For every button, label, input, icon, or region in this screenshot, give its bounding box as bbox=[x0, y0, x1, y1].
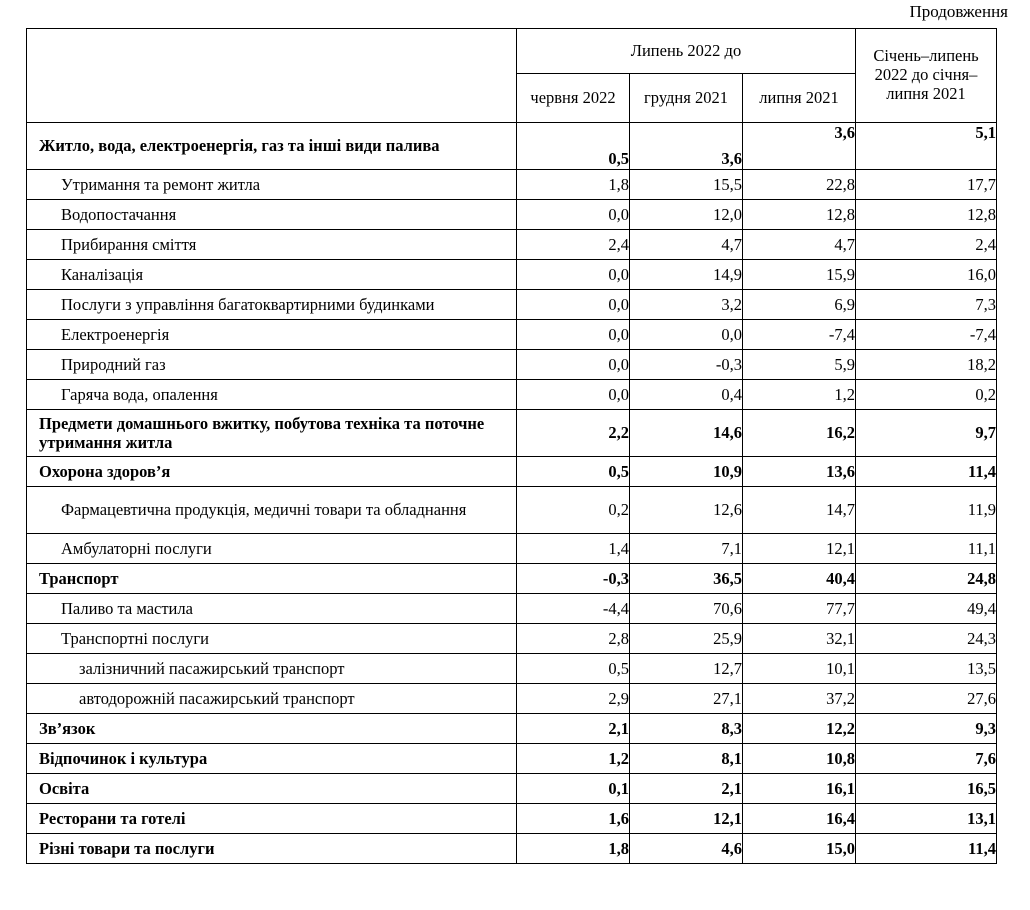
row-value: 10,8 bbox=[743, 744, 856, 774]
row-value: 0,5 bbox=[517, 654, 630, 684]
row-value: 1,2 bbox=[743, 380, 856, 410]
table-row bbox=[27, 804, 997, 834]
row-label: Паливо та мастила bbox=[27, 594, 517, 624]
row-value: -7,4 bbox=[856, 320, 997, 350]
row-label: залізничний пасажирський транспорт bbox=[27, 654, 517, 684]
row-value: -0,3 bbox=[630, 350, 743, 380]
row-label: Каналізація bbox=[27, 260, 517, 290]
table-row bbox=[27, 534, 997, 564]
row-value: 13,5 bbox=[856, 654, 997, 684]
row-value: 16,5 bbox=[856, 774, 997, 804]
row-value: 70,6 bbox=[630, 594, 743, 624]
row-label: Відпочинок і культура bbox=[27, 744, 517, 774]
row-label: Транспортні послуги bbox=[27, 624, 517, 654]
row-value: 18,2 bbox=[856, 350, 997, 380]
row-value: 0,0 bbox=[517, 350, 630, 380]
row-label: Житло, вода, електроенергія, газ та інші види палива bbox=[27, 123, 517, 170]
row-value: 12,8 bbox=[856, 200, 997, 230]
row-value: 49,4 bbox=[856, 594, 997, 624]
row-label: Прибирання сміття bbox=[27, 230, 517, 260]
header-group-july: Липень 2022 до bbox=[517, 29, 856, 74]
row-value: 3,6 bbox=[630, 123, 743, 170]
header-jan-july: Січень–липень 2022 до січня–липня 2021 bbox=[856, 29, 997, 123]
table-row bbox=[27, 320, 997, 350]
row-label: Утримання та ремонт житла bbox=[27, 170, 517, 200]
row-value: 24,8 bbox=[856, 564, 997, 594]
continuation-label: Продовження bbox=[909, 2, 1008, 21]
row-value: 0,5 bbox=[517, 457, 630, 487]
row-label: Предмети домашнього вжитку, побутова техніка та поточне утримання житла bbox=[27, 410, 517, 457]
row-value: 0,2 bbox=[856, 380, 997, 410]
row-value: 1,4 bbox=[517, 534, 630, 564]
row-label: Водопостачання bbox=[27, 200, 517, 230]
header-sub-june: червня 2022 bbox=[517, 74, 630, 123]
row-value: 3,6 bbox=[743, 123, 856, 170]
table-row bbox=[27, 260, 997, 290]
row-label: Різні товари та послуги bbox=[27, 834, 517, 864]
row-value: 0,1 bbox=[517, 774, 630, 804]
row-value: 14,6 bbox=[630, 410, 743, 457]
row-value: 11,1 bbox=[856, 534, 997, 564]
row-value: 8,1 bbox=[630, 744, 743, 774]
table-row bbox=[27, 290, 997, 320]
row-value: 2,2 bbox=[517, 410, 630, 457]
row-label: Фармацевтична продукція, медичні товари та обладнання bbox=[27, 487, 517, 534]
row-value: 27,6 bbox=[856, 684, 997, 714]
row-label: Зв’язок bbox=[27, 714, 517, 744]
row-value: 16,4 bbox=[743, 804, 856, 834]
row-value: 1,8 bbox=[517, 834, 630, 864]
row-value: 2,4 bbox=[856, 230, 997, 260]
row-value: 27,1 bbox=[630, 684, 743, 714]
row-value: 4,7 bbox=[743, 230, 856, 260]
table-row bbox=[27, 230, 997, 260]
row-label: Освіта bbox=[27, 774, 517, 804]
row-value: 1,8 bbox=[517, 170, 630, 200]
row-value: 24,3 bbox=[856, 624, 997, 654]
table-row bbox=[27, 380, 997, 410]
row-value: 11,4 bbox=[856, 834, 997, 864]
table-row bbox=[27, 744, 997, 774]
row-value: 2,4 bbox=[517, 230, 630, 260]
row-value: 3,2 bbox=[630, 290, 743, 320]
row-value: 2,1 bbox=[517, 714, 630, 744]
row-value: 12,1 bbox=[630, 804, 743, 834]
row-value: -4,4 bbox=[517, 594, 630, 624]
row-value: 12,2 bbox=[743, 714, 856, 744]
header-sub-december: грудня 2021 bbox=[630, 74, 743, 123]
row-value: 5,1 bbox=[856, 123, 997, 170]
row-value: 12,8 bbox=[743, 200, 856, 230]
row-value: 14,7 bbox=[743, 487, 856, 534]
row-value: 2,1 bbox=[630, 774, 743, 804]
row-value: 36,5 bbox=[630, 564, 743, 594]
row-value: 0,0 bbox=[517, 200, 630, 230]
row-value: 12,7 bbox=[630, 654, 743, 684]
row-value: 4,6 bbox=[630, 834, 743, 864]
row-value: 0,0 bbox=[630, 320, 743, 350]
table-body bbox=[27, 123, 997, 864]
row-value: 8,3 bbox=[630, 714, 743, 744]
row-value: -0,3 bbox=[517, 564, 630, 594]
table-row bbox=[27, 714, 997, 744]
row-value: 9,3 bbox=[856, 714, 997, 744]
row-value: 14,9 bbox=[630, 260, 743, 290]
row-value: 10,1 bbox=[743, 654, 856, 684]
row-label: Амбулаторні послуги bbox=[27, 534, 517, 564]
table-row bbox=[27, 410, 997, 457]
row-label: Електроенергія bbox=[27, 320, 517, 350]
row-label: Транспорт bbox=[27, 564, 517, 594]
row-value: 12,6 bbox=[630, 487, 743, 534]
table-row bbox=[27, 457, 997, 487]
table-row bbox=[27, 123, 997, 170]
row-value: 9,7 bbox=[856, 410, 997, 457]
row-value: 0,4 bbox=[630, 380, 743, 410]
row-value: 10,9 bbox=[630, 457, 743, 487]
table-row bbox=[27, 774, 997, 804]
table-row bbox=[27, 350, 997, 380]
row-value: 15,9 bbox=[743, 260, 856, 290]
price-index-table bbox=[26, 28, 997, 864]
table-row bbox=[27, 200, 997, 230]
row-value: 22,8 bbox=[743, 170, 856, 200]
row-value: 0,2 bbox=[517, 487, 630, 534]
row-label: Гаряча вода, опалення bbox=[27, 380, 517, 410]
table-row bbox=[27, 594, 997, 624]
table-row bbox=[27, 564, 997, 594]
row-value: 15,0 bbox=[743, 834, 856, 864]
row-value: 2,9 bbox=[517, 684, 630, 714]
row-value: 12,1 bbox=[743, 534, 856, 564]
table-row bbox=[27, 684, 997, 714]
row-value: 16,0 bbox=[856, 260, 997, 290]
row-value: 6,9 bbox=[743, 290, 856, 320]
row-value: 12,0 bbox=[630, 200, 743, 230]
row-value: 5,9 bbox=[743, 350, 856, 380]
row-value: 77,7 bbox=[743, 594, 856, 624]
row-value: 25,9 bbox=[630, 624, 743, 654]
row-value: 0,5 bbox=[517, 123, 630, 170]
row-value: 37,2 bbox=[743, 684, 856, 714]
table-header bbox=[27, 29, 997, 123]
row-value: 15,5 bbox=[630, 170, 743, 200]
row-value: 11,9 bbox=[856, 487, 997, 534]
row-value: 7,6 bbox=[856, 744, 997, 774]
header-corner-cell bbox=[27, 29, 517, 123]
row-value: 7,3 bbox=[856, 290, 997, 320]
row-value: 1,2 bbox=[517, 744, 630, 774]
table-row bbox=[27, 624, 997, 654]
table-row bbox=[27, 170, 997, 200]
row-value: 11,4 bbox=[856, 457, 997, 487]
header-sub-july: липня 2021 bbox=[743, 74, 856, 123]
row-label: Охорона здоров’я bbox=[27, 457, 517, 487]
row-value: 32,1 bbox=[743, 624, 856, 654]
row-value: 0,0 bbox=[517, 290, 630, 320]
table-row bbox=[27, 654, 997, 684]
row-value: 16,2 bbox=[743, 410, 856, 457]
row-value: 0,0 bbox=[517, 380, 630, 410]
row-value: 16,1 bbox=[743, 774, 856, 804]
row-value: 13,6 bbox=[743, 457, 856, 487]
row-value: 40,4 bbox=[743, 564, 856, 594]
row-value: 17,7 bbox=[856, 170, 997, 200]
row-value: 2,8 bbox=[517, 624, 630, 654]
row-value: 4,7 bbox=[630, 230, 743, 260]
table-row bbox=[27, 834, 997, 864]
row-value: 13,1 bbox=[856, 804, 997, 834]
table-row bbox=[27, 487, 997, 534]
row-label: Природний газ bbox=[27, 350, 517, 380]
row-value: 7,1 bbox=[630, 534, 743, 564]
row-label: автодорожній пасажирський транспорт bbox=[27, 684, 517, 714]
row-label: Послуги з управління багатоквартирними будинками bbox=[27, 290, 517, 320]
row-label: Ресторани та готелі bbox=[27, 804, 517, 834]
row-value: -7,4 bbox=[743, 320, 856, 350]
row-value: 1,6 bbox=[517, 804, 630, 834]
row-value: 0,0 bbox=[517, 320, 630, 350]
row-value: 0,0 bbox=[517, 260, 630, 290]
